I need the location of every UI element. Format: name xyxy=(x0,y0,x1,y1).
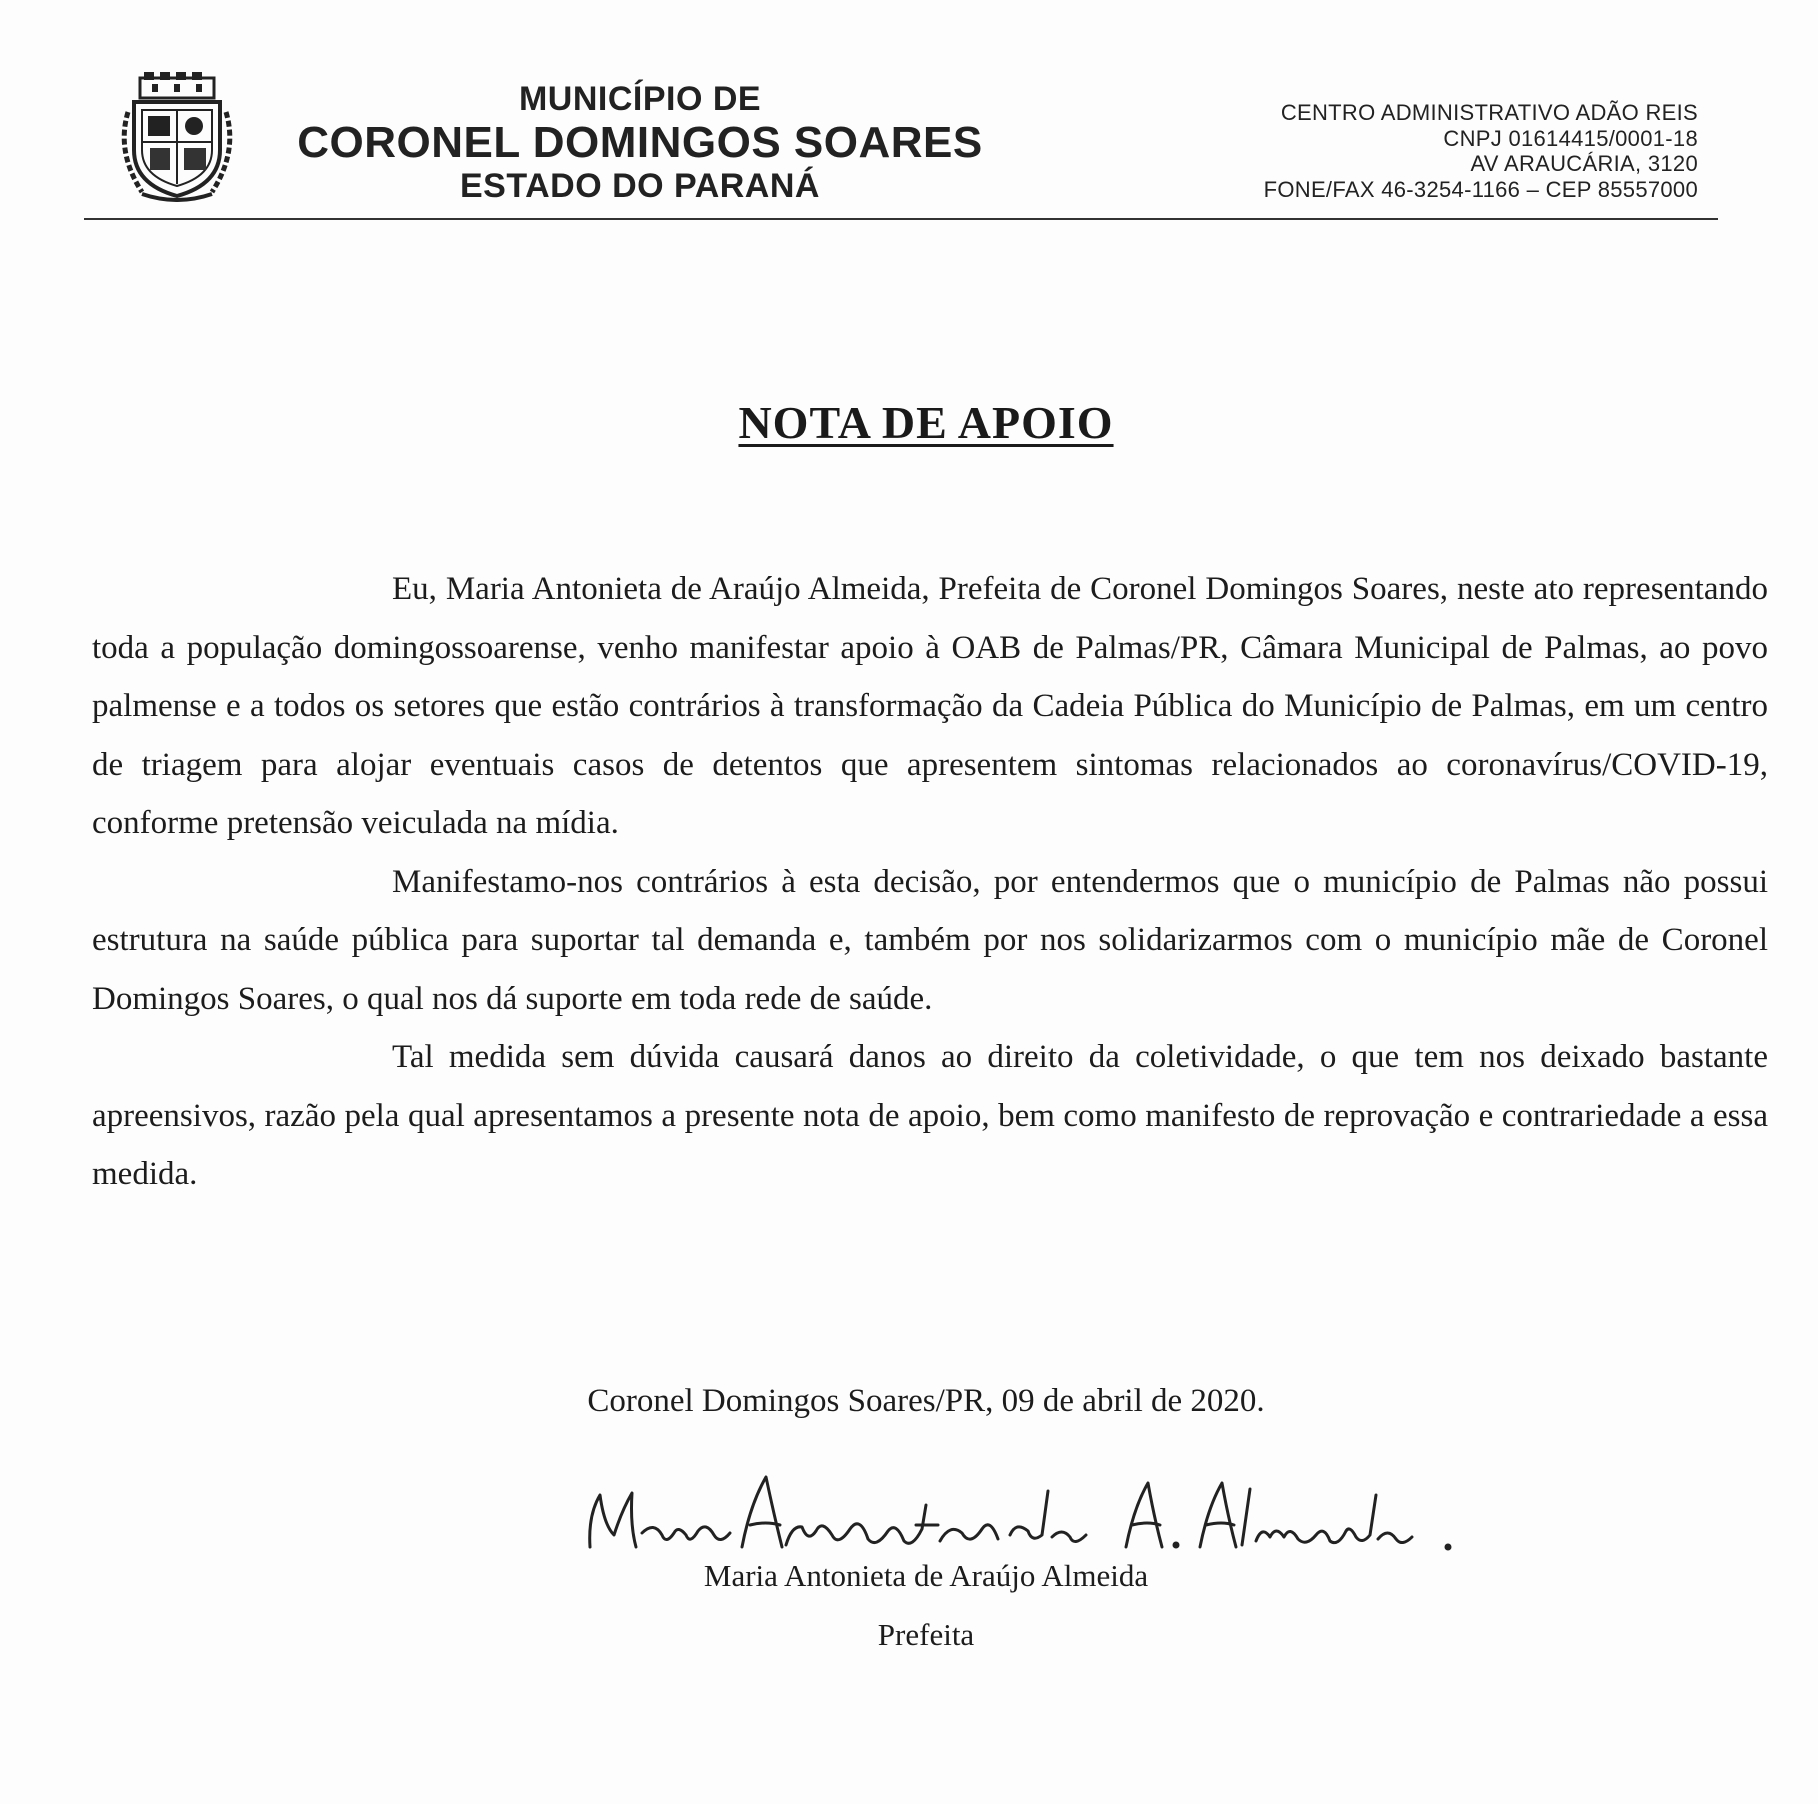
contact-block xyxy=(1098,100,1698,202)
signer-name: Maria Antonieta de Araújo Almeida xyxy=(703,1558,1149,1593)
cnpj: CNPJ 01614415/0001-18 xyxy=(1443,125,1698,151)
administrative-center: CENTRO ADMINISTRATIVO ADÃO REIS xyxy=(1280,100,1698,125)
phone-cep: FONE/FAX 46-3254-1166 – CEP 85557000 xyxy=(1263,176,1698,202)
municipality-name: CORONEL DOMINGOS SOARES xyxy=(297,118,983,168)
municipal-coat-of-arms-icon xyxy=(112,72,242,202)
signer-role: Prefeita xyxy=(877,1617,975,1652)
document-title-text: NOTA DE APOIO xyxy=(738,397,1114,448)
document-body xyxy=(92,560,1768,1204)
state-name: ESTADO DO PARANÁ xyxy=(460,167,820,206)
municipality-heading xyxy=(240,80,1040,205)
municipality-line-1: MUNICÍPIO DE xyxy=(518,80,762,118)
header-divider xyxy=(84,218,1718,220)
place-and-date: Coronel Domingos Soares/PR, 09 de abril de 2020. xyxy=(587,1383,1265,1419)
paragraph-1: Eu, Maria Antonieta de Araújo Almeida, Prefeita de Coronel Domingos Soares, neste ato representando toda a população domingossoarense, venho manifestar apoio à OAB de Palmas/PR, Câmara Municipal de Palmas, ao povo palmense e a todos os setores que estão contrários à transformação da Cadeia Pública do Município de Palmas, em um centro de triagem para alojar eventuais casos de detentos que apresentem sintomas relacionados ao coronavírus/COVID-19, conforme pretensão veiculada na mídia. xyxy=(92,571,1768,841)
paragraph-3: Tal medida sem dúvida causará danos ao direito da coletividade, o que tem nos deixado bastante apreensivos, razão pela qual apresentamos a presente nota de apoio, bem como manifesto de reprovação e contrariedade a essa medida. xyxy=(92,1039,1768,1192)
paragraph-2: Manifestamo-nos contrários à esta decisão, por entendermos que o município de Palmas não possui estrutura na saúde pública para suportar tal demanda e, também por nos solidarizarmos com o município mãe de Coronel Domingos Soares, o qual nos dá suporte em toda rede de saúde. xyxy=(92,863,1768,1017)
document-title xyxy=(0,396,1818,449)
handwritten-signature xyxy=(570,1455,1470,1575)
address: AV ARAUCÁRIA, 3120 xyxy=(1470,151,1698,177)
